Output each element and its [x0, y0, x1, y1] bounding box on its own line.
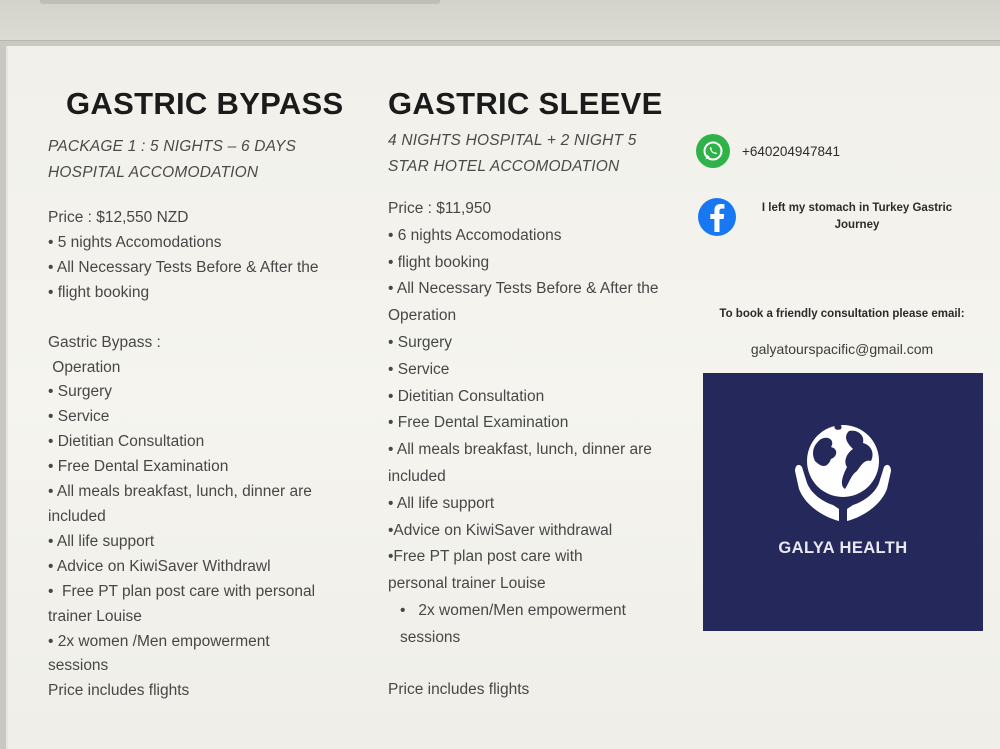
list-item: • All Necessary Tests Before & After the — [48, 258, 319, 276]
list-item: • 5 nights Accomodations — [48, 233, 222, 251]
globe-in-hands-icon — [791, 409, 895, 529]
booking-note: To book a friendly consultation please email: — [719, 308, 965, 320]
list-item: • Advice on KiwiSaver Withdrawl — [48, 557, 271, 575]
galya-health-logo — [703, 373, 983, 631]
list-item: • All life support — [48, 532, 155, 550]
list-item: • Dietitian Consultation — [388, 387, 545, 405]
list-item: • All meals breakfast, lunch, dinner are included — [48, 483, 312, 525]
list-item: • Free PT plan post care with personal trainer Louise — [48, 582, 320, 625]
sleeve-subtitle-line1: 4 NIGHTS HOSPITAL + 2 NIGHT 5 — [388, 132, 637, 149]
sleeve-price: Price : $11,950 — [388, 200, 492, 217]
list-item: • Surgery — [48, 383, 113, 401]
bypass-subtitle-line2: HOSPITAL ACCOMODATION — [48, 164, 259, 181]
whatsapp-icon — [696, 134, 730, 168]
list-item: • All Necessary Tests Before & After the Operation — [388, 280, 659, 325]
phone-row — [696, 134, 840, 168]
sleeve-column — [388, 86, 678, 703]
list-item: •Advice on KiwiSaver withdrawal — [388, 521, 613, 539]
sleeve-title: GASTRIC SLEEVE — [388, 86, 663, 121]
facebook-icon — [698, 198, 736, 236]
cropped-text-remnant — [40, 0, 440, 4]
previous-page-strip — [0, 0, 1000, 41]
list-item: • Free Dental Examination — [388, 414, 569, 432]
list-item: • 6 nights Accomodations — [388, 226, 562, 244]
facebook-row — [698, 198, 972, 236]
bypass-column — [48, 86, 368, 704]
bypass-subtitle — [48, 134, 368, 186]
list-item: • flight booking — [48, 283, 150, 301]
flyer-page — [6, 46, 1000, 749]
list-item: • 2x women /Men empowerment sessions — [48, 632, 270, 675]
list-item: • All meals breakfast, lunch, dinner are included — [388, 441, 652, 485]
sleeve-subtitle — [388, 128, 678, 180]
bypass-price: Price : $12,550 NZD — [48, 209, 189, 226]
bypass-list — [48, 206, 368, 704]
list-item: • flight booking — [388, 253, 490, 271]
email-address: galyatourspacific@gmail.com — [750, 341, 934, 357]
sleeve-subtitle-line2: STAR HOTEL ACCOMODATION — [388, 158, 620, 175]
bypass-section-sub: Operation — [48, 358, 121, 376]
facebook-group-name: I left my stomach in Turkey Gastric Journey — [761, 202, 953, 231]
bypass-footer: Price includes flights — [48, 682, 190, 700]
list-item: • All life support — [388, 494, 495, 512]
list-item: • 2x women/Men empowerment sessions — [400, 601, 631, 646]
list-item: • Dietitian Consultation — [48, 433, 205, 451]
sleeve-list — [388, 196, 678, 703]
list-item: • Free Dental Examination — [48, 458, 229, 476]
bypass-title: GASTRIC BYPASS — [66, 86, 344, 121]
list-item: •Free PT plan post care with personal trainer Louise — [388, 548, 583, 593]
list-item: • Surgery — [388, 333, 453, 351]
phone-number: +640204947841 — [742, 143, 840, 159]
bypass-subtitle-line1: PACKAGE 1 : 5 NIGHTS – 6 DAYS — [48, 138, 297, 155]
bypass-section-title: Gastric Bypass : — [48, 333, 161, 351]
sleeve-footer: Price includes flights — [388, 680, 530, 698]
list-item: • Service — [388, 360, 450, 378]
list-item: • Service — [48, 408, 110, 426]
logo-text: GALYA HEALTH — [778, 539, 908, 557]
